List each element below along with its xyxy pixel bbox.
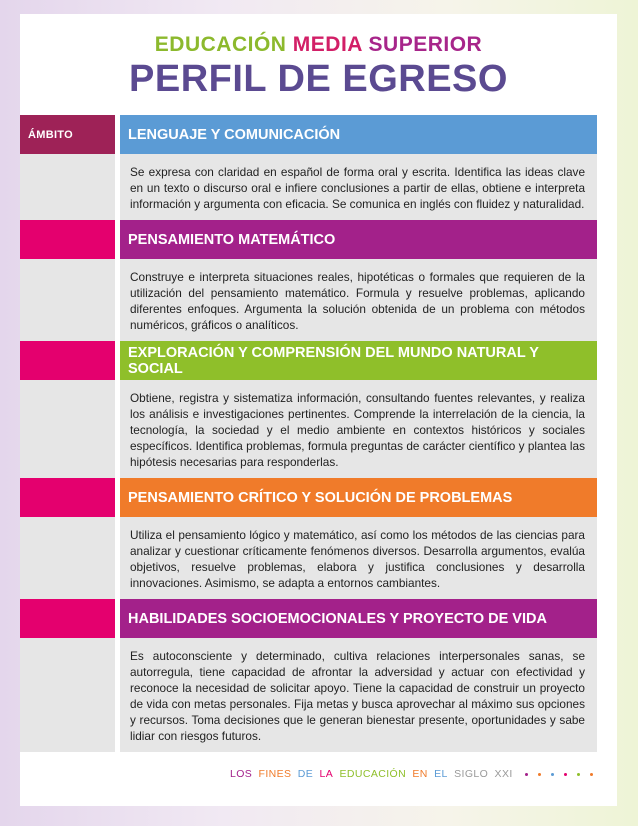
section-text-socioemocionales: Es autoconsciente y determinado, cultiva relaciones interpersonales sanas, se autorregula, tiene capacidad de afrontar la adversidad y actuar con efectividad y reconoce la necesidad de solicitar apoyo. Tiene la capacidad de construir un proyecto de vida con metas personales. Fija metas y busca aprovechar al máximo sus opciones y recursos. Toma decisiones que le generan bienestar presente, oportunidades y sabe lidiar con riesgos futuros. xyxy=(120,638,597,752)
section-header-row xyxy=(20,220,617,259)
footer-dot-icon xyxy=(538,773,541,776)
section-left-accent xyxy=(20,599,115,638)
footer-word: EN xyxy=(412,768,428,780)
footer-word: SIGLO xyxy=(454,768,489,780)
section-left-cell xyxy=(20,380,115,478)
footer-word: EDUCACIÓN xyxy=(339,768,407,780)
footer-word: EL xyxy=(434,768,448,780)
footer-dot-icon xyxy=(551,773,554,776)
section-body-row xyxy=(20,154,617,220)
footer-word: LOS xyxy=(229,768,253,780)
footer-dot-icon xyxy=(590,773,593,776)
profile-table xyxy=(20,115,617,752)
section-left-cell xyxy=(20,638,115,752)
header-word-educacion: EDUCACIÓN xyxy=(154,33,287,56)
section-body-row xyxy=(20,259,617,341)
section-header-row xyxy=(20,341,617,380)
header-word-media: MEDIA xyxy=(292,33,363,56)
section-left-cell xyxy=(20,259,115,341)
footer-dot-icon xyxy=(564,773,567,776)
page-sheet xyxy=(20,14,617,806)
page-header xyxy=(20,32,617,100)
section-left-accent xyxy=(20,220,115,259)
section-title-exploracion: EXPLORACIÓN Y COMPRENSIÓN DEL MUNDO NATURAL Y SOCIAL xyxy=(120,341,597,380)
section-left-cell xyxy=(20,517,115,599)
header-subtitle xyxy=(20,32,617,58)
section-body-row xyxy=(20,638,617,752)
footer-dot-icon xyxy=(577,773,580,776)
footer-dots xyxy=(525,773,596,776)
section-title-lenguaje: LENGUAJE Y COMUNICACIÓN xyxy=(120,115,597,154)
section-text-critico: Utiliza el pensamiento lógico y matemático, así como los métodos de las ciencias para analizar y cuestionar críticamente fenómenos diversos. Desarrolla argumentos, evalúa objetivos, resuelve problemas, elabora y justifica conclusiones y desarrolla innovaciones. Asimismo, se adapta a entornos cambiantes. xyxy=(120,517,597,599)
footer-word: LA xyxy=(319,768,334,780)
section-header-row xyxy=(20,115,617,154)
section-text-matematico: Construye e interpreta situaciones reales, hipotéticas o formales que requieren de la utilización del pensamiento matemático. Formula y resuelve problemas, aplicando diferentes enfoques. Argumenta la solución obtenida de un problema con métodos numéricos, gráficos o analíticos. xyxy=(120,259,597,341)
section-header-row xyxy=(20,599,617,638)
section-left-accent xyxy=(20,341,115,380)
section-text-exploracion: Obtiene, registra y sistematiza información, consultando fuentes relevantes, y realiza los análisis e investigaciones pertinentes. Comprende la interrelación de la ciencia, la tecnología, la sociedad y el medio ambiente en contextos históricos y sociales específicos. Identifica problemas, formula preguntas de carácter científico y plantea las hipótesis necesarias para responderlas. xyxy=(120,380,597,478)
ambito-label: ÁMBITO xyxy=(20,115,115,154)
section-left-cell xyxy=(20,154,115,220)
section-title-socioemocionales: HABILIDADES SOCIOEMOCIONALES Y PROYECTO DE VIDA xyxy=(120,599,597,638)
header-word-superior: SUPERIOR xyxy=(368,33,483,56)
footer-word: DE xyxy=(297,768,314,780)
page-footer xyxy=(230,768,599,780)
page-title: PERFIL DE EGRESO xyxy=(129,58,508,100)
section-text-lenguaje: Se expresa con claridad en español de forma oral y escrita. Identifica las ideas clave en un texto o discurso oral e infiere conclusiones a partir de ellas, obtiene e interpreta información y argumenta con eficacia. Se comunica en inglés con fluidez y naturalidad. xyxy=(120,154,597,220)
footer-word: FINES xyxy=(258,768,292,780)
footer-word: XXI xyxy=(494,768,513,780)
section-body-row xyxy=(20,517,617,599)
section-title-critico: PENSAMIENTO CRÍTICO Y SOLUCIÓN DE PROBLEMAS xyxy=(120,478,597,517)
footer-dot-icon xyxy=(525,773,528,776)
section-body-row xyxy=(20,380,617,478)
section-header-row xyxy=(20,478,617,517)
section-title-matematico: PENSAMIENTO MATEMÁTICO xyxy=(120,220,597,259)
section-left-accent xyxy=(20,478,115,517)
